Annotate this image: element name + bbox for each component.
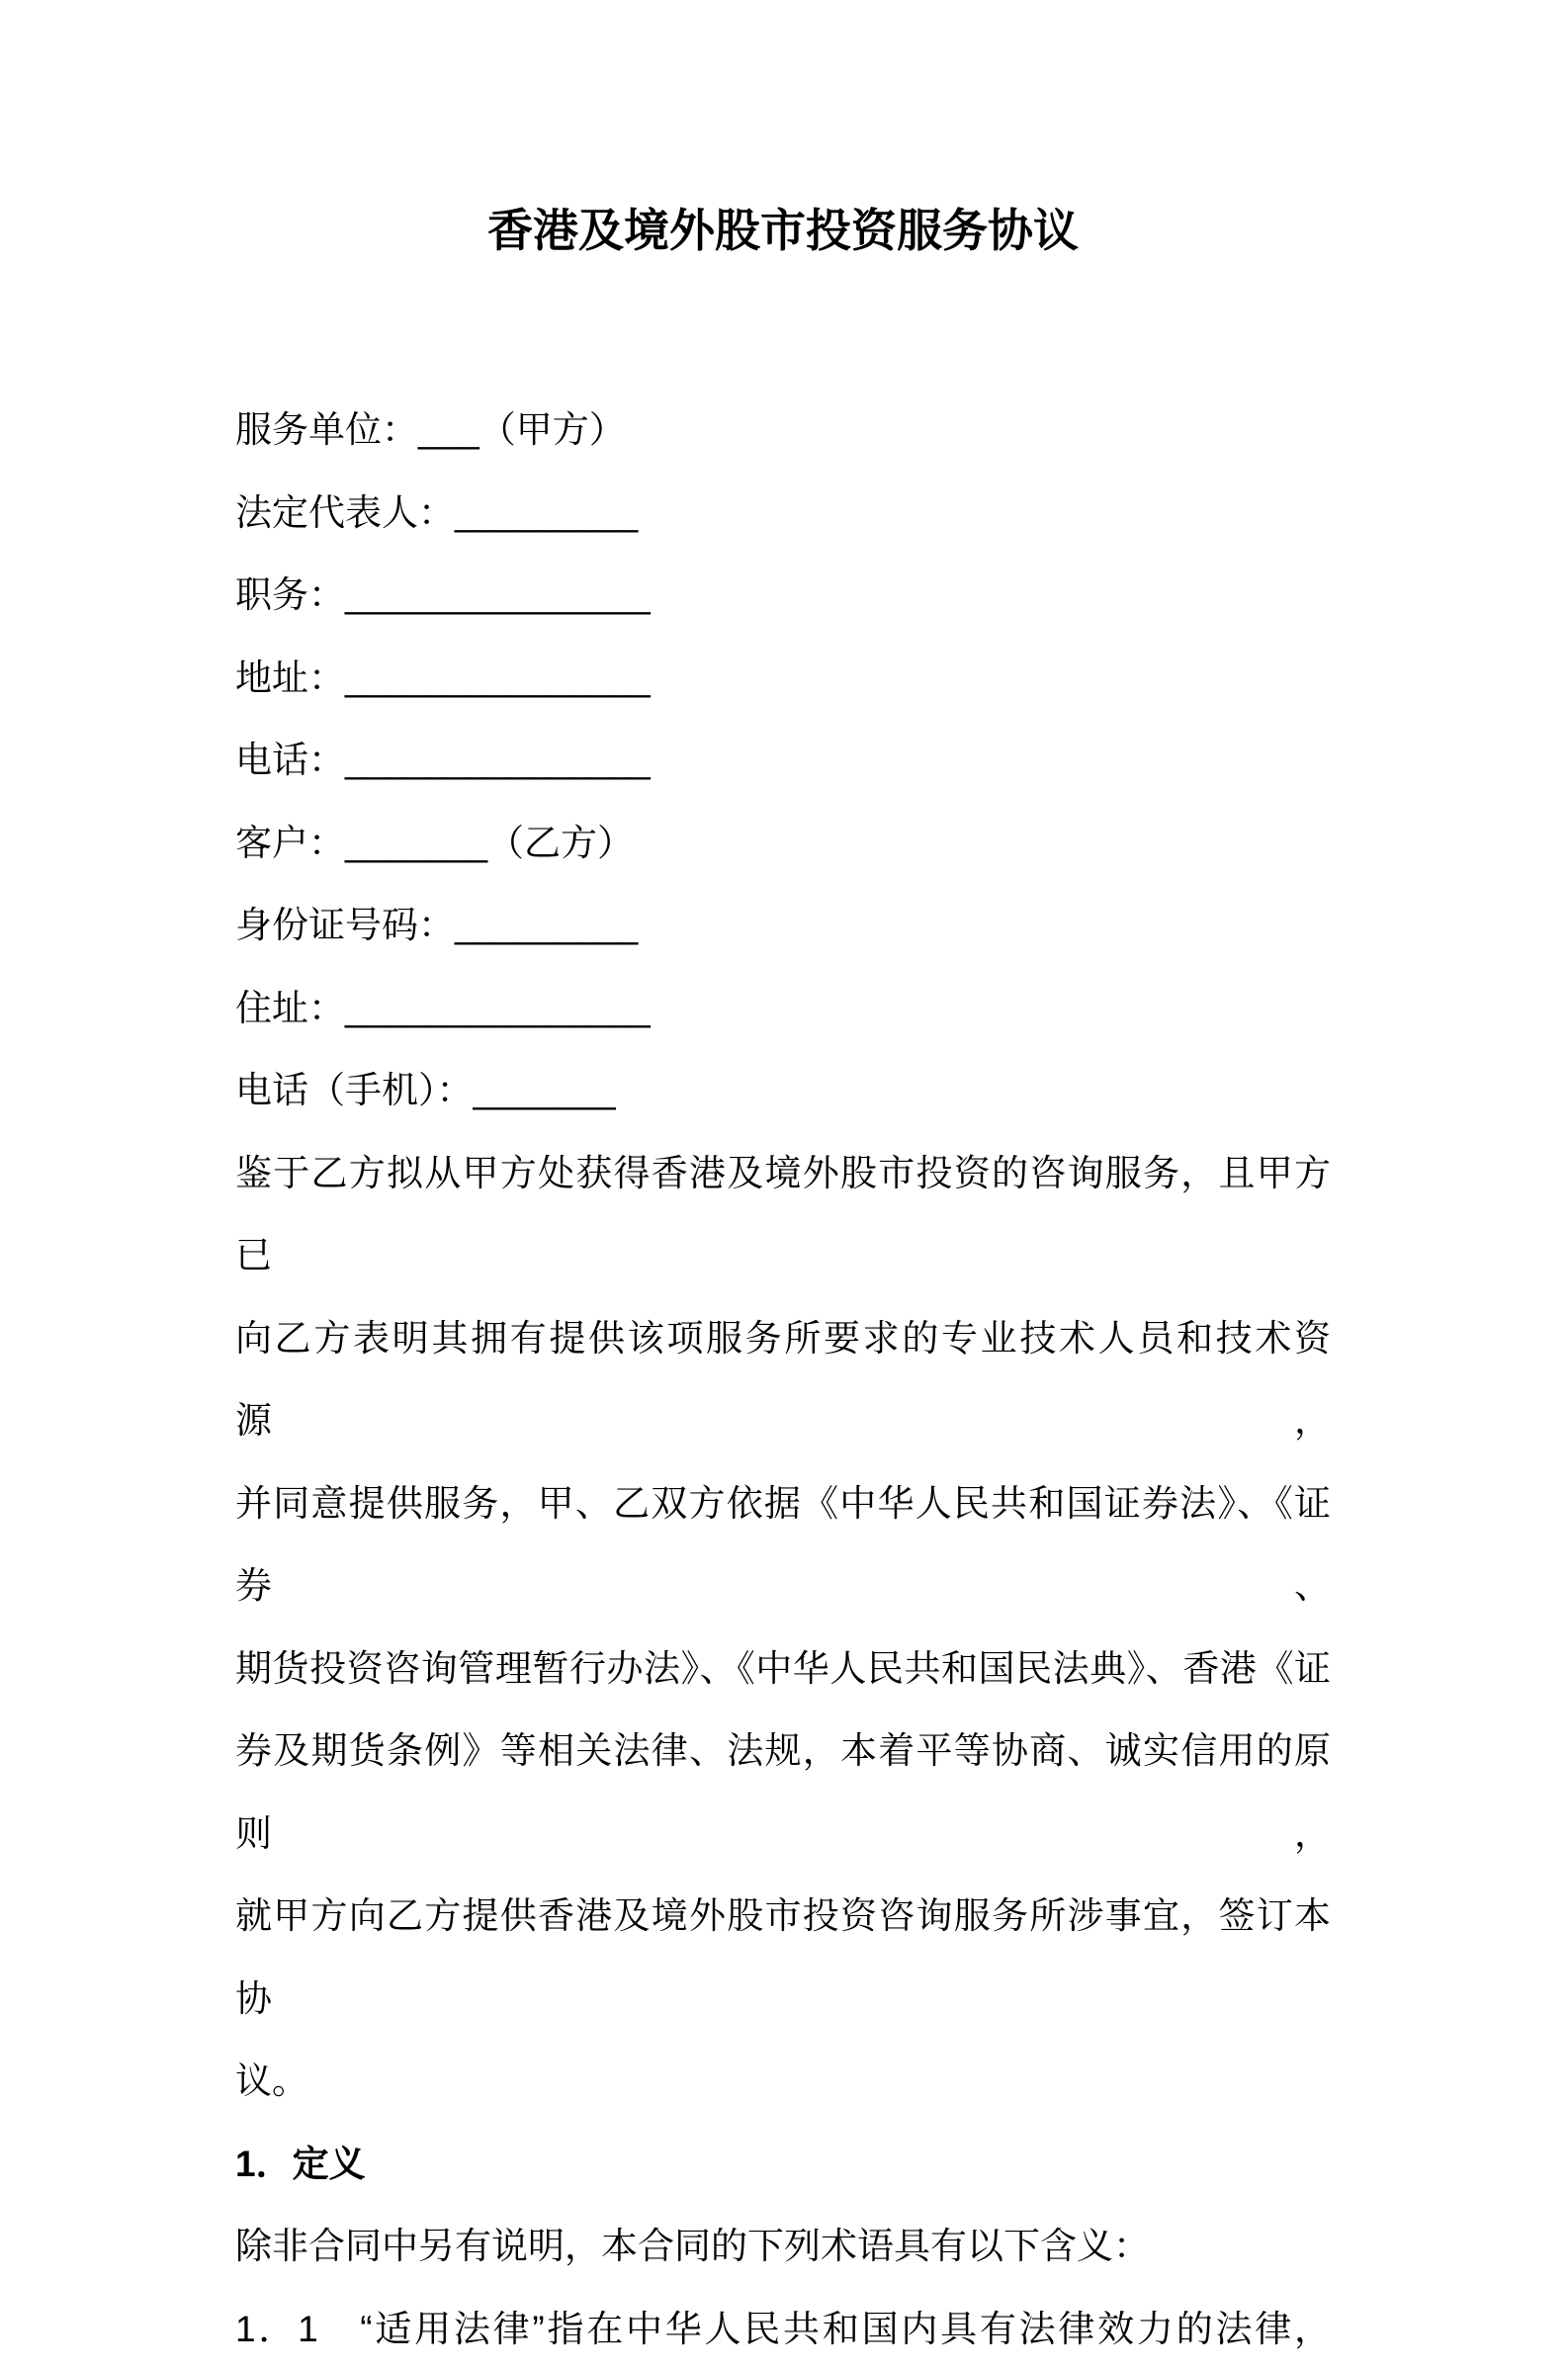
preamble-line-6: 就甲方向乙方提供香港及境外股市投资咨询服务所涉事宜，签订本协 <box>235 1875 1331 2040</box>
field-id-number: 身份证号码：_________ <box>235 884 1331 967</box>
field-phone: 电话：_______________ <box>235 719 1331 802</box>
definitions-intro-line: 除非合同中另有说明，本合同的下列术语具有以下含义： <box>235 2205 1331 2288</box>
field-residence: 住址：_______________ <box>235 967 1331 1050</box>
party-b-fields <box>235 802 1331 1132</box>
field-position: 职务：_______________ <box>235 554 1331 637</box>
preamble-line-5: 券及期货条例》等相关法律、法规，本着平等协商、诚实信用的原则， <box>235 1710 1331 1875</box>
document-title: 香港及境外股市投资服务协议 <box>235 203 1331 258</box>
field-client: 客户：_______（乙方） <box>235 802 1331 885</box>
preamble-line-4: 期货投资咨询管理暂行办法》、《中华人民共和国民法典》、香港《证 <box>235 1627 1331 1711</box>
field-mobile-phone: 电话（手机）：_______ <box>235 1049 1331 1132</box>
preamble-line-1: 鉴于乙方拟从甲方处获得香港及境外股市投资的咨询服务，且甲方已 <box>235 1132 1331 1297</box>
field-legal-representative: 法定代表人：_________ <box>235 472 1331 555</box>
preamble-line-2: 向乙方表明其拥有提供该项服务所要求的专业技术人员和技术资源， <box>235 1297 1331 1462</box>
preamble-line-7: 议。 <box>235 2040 1331 2123</box>
section-1-heading: 1．定义 <box>235 2123 1331 2206</box>
field-address: 地址：_______________ <box>235 637 1331 720</box>
preamble-paragraph <box>235 1132 1331 2123</box>
preamble-line-3: 并同意提供服务，甲、乙双方依据《中华人民共和国证券法》、《证券、 <box>235 1462 1331 1627</box>
field-service-unit: 服务单位：___（甲方） <box>235 389 1331 472</box>
party-a-fields <box>235 389 1331 802</box>
definitions-section <box>235 2123 1331 2370</box>
clause-1-1-line: 1．1 “适用法律”指在中华人民共和国内具有法律效力的法律， <box>235 2288 1331 2370</box>
